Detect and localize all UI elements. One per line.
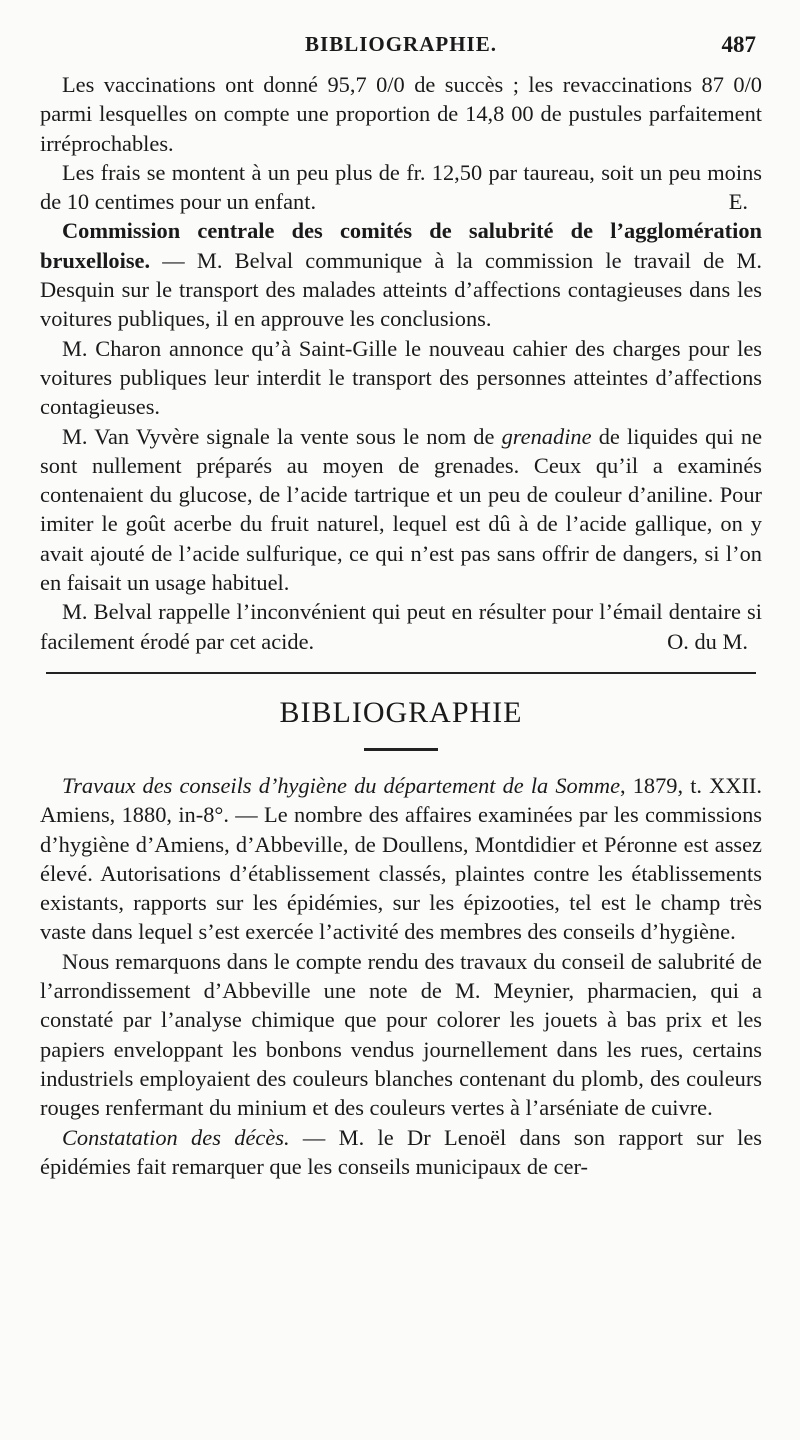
paragraph-email bbox=[40, 597, 762, 656]
commission-heading: Commission centrale des comités de salubrité de l’agglomération bruxelloise. bbox=[40, 218, 762, 273]
signature-e: E. bbox=[728, 189, 748, 215]
section-title: BIBLIOGRAPHIE bbox=[279, 695, 523, 729]
deces-text: — M. le Dr Lenoël dans son rapport sur les épidémies fait remarquer que les conseils municipaux de cer- bbox=[40, 1124, 762, 1179]
short-rule bbox=[364, 748, 438, 751]
running-title: BIBLIOGRAPHIE. bbox=[305, 32, 497, 56]
paragraph-vaccinations: Les vaccinations ont donné 95,7 0/0 de succès ; les revaccinations 87 0/0 parmi lesquelles on compte une proportion de 14,8 00 de pustules parfaitement irréprochables. bbox=[40, 72, 762, 156]
paragraph-meynier: Nous remarquons dans le compte rendu des travaux du conseil de salubrité de l’arrondissement d’Abbeville une note de M. Meynier, pharmacien, qui a constaté par l’analyse chimique que pour colorer les jouets à bas prix et les papiers enveloppant les bonbons vendus journellement dans les rues, certains industriels employaient des couleurs blanches contenant du plomb, des couleurs rouges renfermant du minium et des couleurs vertes à l’arséniate de cuivre. bbox=[40, 948, 762, 1121]
grenadine-text-before: M. Van Vyvère signale la vente sous le nom de bbox=[62, 423, 502, 449]
paragraph-commission bbox=[40, 216, 762, 333]
horizontal-rule bbox=[46, 672, 756, 674]
grenadine-term: grenadine bbox=[501, 423, 592, 449]
running-header bbox=[40, 30, 762, 70]
paragraph-charon: M. Charon annonce qu’à Saint-Gille le nouveau cahier des charges pour les voitures publiques leur interdit le transport des personnes atteintes d’affections contagieuses. bbox=[40, 335, 762, 420]
commission-text: — M. Belval communique à la commission le travail de M. Desquin sur le transport des malades atteints d’affections contagieuses dans les voitures publiques, il en approuve les conclusions. bbox=[40, 247, 762, 332]
section-divider bbox=[40, 656, 762, 692]
paragraph-costs-text: Les frais se montent à un peu plus de fr. 12,50 par taureau, soit un peu moins de 10 centimes pour un enfant. bbox=[40, 159, 762, 215]
signature-odum: O. du M. bbox=[667, 628, 748, 654]
page-number: 487 bbox=[721, 32, 756, 57]
paragraph-costs bbox=[40, 158, 762, 217]
paragraph-email-text: M. Belval rappelle l’inconvénient qui peut en résulter pour l’émail dentaire si facilement érodé par cet acide. bbox=[40, 599, 762, 654]
work-title: Travaux des conseils d’hygiène du département de la Somme bbox=[62, 772, 621, 798]
deces-heading: Constatation des décès. bbox=[62, 1124, 290, 1150]
body-text bbox=[40, 70, 762, 656]
bibliography-text bbox=[40, 771, 762, 1181]
paragraph-deces bbox=[40, 1123, 762, 1182]
paragraph-somme bbox=[40, 771, 762, 947]
somme-text: , 1879, t. XXII. Amiens, 1880, in-8°. — Le nombre des affaires examinées par les commissions d’hygiène d’Amiens, d’Abbeville, de Doullens, Montdidier et Péronne est assez élevé. Autorisations d’établissement classés, plaintes contre les établissements existants, rapports sur les épidémies, sur les épizooties, tel est le champ très vaste dans lequel s’est exercée l’activité des membres des conseils d’hygiène. bbox=[40, 772, 762, 945]
paragraph-grenadine bbox=[40, 422, 762, 598]
grenadine-text-after: de liquides qui ne sont nullement préparés au moyen de grenades. Ceux qu’il a examinés contenaient du glucose, de l’acide tartrique et un peu de couleur d’aniline. Pour imiter le goût acerbe du fruit naturel, lequel est dû à de l’acide gallique, on y avait ajouté de l’acide sulfurique, ce qui n’est pas sans offrir de dangers, si l’on en faisait un usage habituel. bbox=[40, 423, 763, 596]
